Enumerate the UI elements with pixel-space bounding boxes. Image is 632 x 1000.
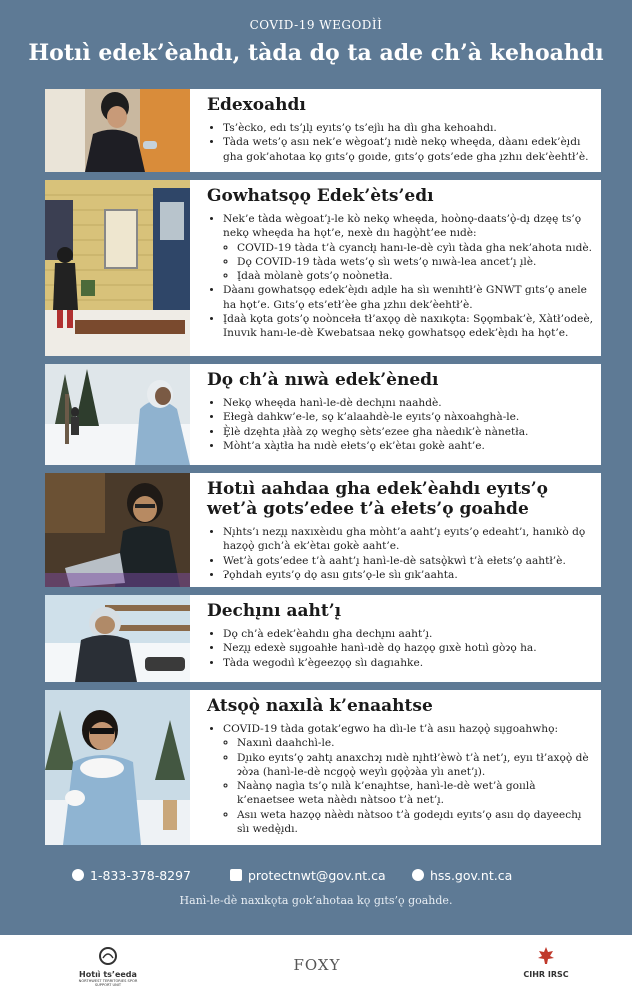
logo-footer — [0, 940, 632, 1000]
phone-number[interactable]: 1-833-378-8297 — [90, 868, 192, 883]
list-item: • Ts’ècko, edı ts’ı̨lı̨ eyıts’ǫ ts’ejìı ha dìı gha kehoahdı. — [223, 121, 595, 135]
list-item: • Dàanı gowhatsǫǫ edek’èı̨dı adı̨le ha sìı wenıhtł’è GNWT gıts’ǫ anele ha hǫt’e. Gıts’ǫ ets’etł’èe gha ı̨zhıı dek’èehtł’è. — [223, 283, 595, 312]
list-item: • Dǫ ch’à edek’èahdıı gha dechı̨nı aaht’ı̨. — [223, 627, 595, 641]
section-heading: Hotıì aahdaa gha edek’èahdı eyıts’ǫ wet’à gots’edee t’à ełets’ǫ goahde — [207, 479, 548, 519]
section-wash-hands — [45, 89, 601, 179]
hotii-tseeda-subtext: NORTHWEST TERRITORIES SPOR SUPPORT UNIT — [78, 979, 138, 987]
list-item: • Nı̨hts’ı nezı̨ı̨ naxıxèıdu gha mòht’a aaht’ı̨ eyıts’ǫ edeaht’ı, hanıkò dǫ hazǫǫ̀ gıch’à ek’ètaı gokè aaht’e. — [223, 525, 595, 554]
phone-icon — [72, 869, 84, 881]
email-address[interactable]: protectnwt@gov.nt.ca — [248, 868, 386, 883]
hotii-tseeda-name: Hotıì ts’eeda — [79, 970, 137, 979]
phone-contact — [72, 868, 191, 883]
section-distancing — [45, 364, 601, 472]
list-item-text: COVID-19 tàda gotak’egwo ha dìı-le t’à asıı hazǫǫ̀ sıı̨goahwhǫ: — [223, 723, 559, 735]
sub-list-item: ◦ Dǫ COVID-19 tàda wets’ǫ sìı wets’ǫ nıwà-lea ancet’ı̨ ı̨lè. — [237, 255, 595, 269]
sub-list-item: ◦ Į̀daà mòlanè gots’ǫ noònetła. — [237, 269, 595, 283]
section-go-outside — [45, 595, 601, 689]
section-heading: Dechı̨nı aaht’ı̨ — [207, 601, 342, 621]
list-item: • Wet’à gots’edee t’à aaht’ı̨ hanì-le-dè satsǫ̀kwì t’à ełets’ǫ aahtł’è. — [223, 554, 595, 568]
sub-list-item: ◦ Naxınì daahchì-le. — [237, 736, 595, 750]
list-item: • Tàda wets’ǫ asıı nek’e wègoat’ı̨ nıdè nekǫ wheęda, dàanı edek’èı̨dı gha gok’ahotaa kǫ gıts’ǫ goıde, gıts’ǫ gots’ede gha ı̨zhıı dek’èehtł’è. — [223, 135, 595, 164]
list-item — [223, 722, 595, 836]
photo-house-door-delivery — [45, 180, 190, 356]
divider-bar — [45, 682, 601, 689]
cihr-irsc-name: CIHR IRSC — [523, 970, 569, 979]
divider-bar — [45, 587, 601, 594]
cihr-irsc-logo — [516, 946, 576, 979]
list-item: • Ɂǫhdah eyıts’ǫ dǫ asıı gıts’ǫ-le sìı gık’aahta. — [223, 568, 595, 582]
email-icon — [230, 869, 242, 881]
tagline: Hanì-le-dè naxıkǫta gok’ahotaa kǫ gıts’ǫ goahde. — [179, 894, 453, 907]
list-item-text: Nek’e tàda wègoat’ı̨-le kò nekǫ wheęda, hoònǫ-daats’ǫ̀-dı̨ dzęę ts’ǫ nekǫ wheęda ha hǫt’e, nexè dıı hagǫ̀ht’ee nıdè: — [223, 213, 582, 240]
photo-snowy-yard — [45, 364, 190, 465]
sub-list-item: ◦ Asıı weta hazǫǫ nàèdı nàtsoo t’à godeı̨dı eyıts’ǫ asıı dǫ dayeechı̨ sìı wedę̀ı̨dı. — [237, 808, 595, 837]
list-item — [223, 212, 595, 283]
poster-title: Hotıì edek’èahdı, tàda dǫ ta ade ch’à kehoahdı — [28, 40, 604, 66]
list-item: • Į̀daà kǫta gots’ǫ noònceła tł’axǫǫ dè naxıkǫta: Sǫǫmbak’è, Xàtł’odeè, Inuvık hanı-le-dè Kwebatsaa nekǫ gowhatsǫǫ edek’èı̨dı ha hǫt’e. — [223, 312, 595, 341]
globe-icon — [412, 869, 424, 881]
list-item: • Ȩ̀lè dzęhta ı̨łàà zǫ weghǫ sèts’ezee gha nàedık’è nànetła. — [223, 425, 595, 439]
email-contact — [230, 868, 386, 883]
list-item: • Tàda wegodıì k’ègeezǫǫ sìı dagıahke. — [223, 656, 595, 670]
web-contact — [412, 868, 512, 883]
divider-bar — [45, 465, 601, 472]
hotii-tseeda-logo — [78, 946, 138, 987]
divider-bar — [45, 356, 601, 363]
photo-girl-laptop — [45, 473, 190, 587]
maple-leaf-icon — [536, 946, 556, 966]
list-item: • Nekǫ wheęda hanì-le-dè dechı̨nı naahdè. — [223, 396, 595, 410]
hotii-tseeda-emblem-icon — [98, 946, 118, 966]
photo-person-sled — [45, 595, 190, 682]
section-heading: Atsǫǫ̀ naxılà k’enaahtse — [207, 696, 433, 716]
sub-list-item: ◦ COVID-19 tàda t’à cyancłı̨ hanı-le-dè cyìı tàda gha nek’ahota nıdè. — [237, 241, 595, 255]
poster-subtitle: COVID-19 WEGODÌÌ — [249, 18, 383, 32]
foxy-logo: FOXY — [293, 956, 341, 974]
list-item: • Ełegà dahkw’e-le, sǫ k’alaahdè-le eyıts’ǫ nàxoahghà-le. — [223, 410, 595, 424]
section-heading: Edexoahdı — [207, 95, 306, 115]
list-item: • Mòht’a xàı̨tła ha nıdè ełets’ǫ ek’ètaı gokè aaht’e. — [223, 439, 595, 453]
section-heading: Dǫ ch’à nıwà edek’ènedı — [207, 370, 439, 390]
list-item: • Nezı̨ı̨ edexè sıı̨goahłe hanì-ıdè dǫ hazǫǫ gıxè hotıì gòɂǫ ha. — [223, 641, 595, 655]
sub-list-item: ◦ Naànǫ nagìa ts’ǫ nılà k’enaı̨htse, hanì-le-dè wet’à goıılà k’enaetsee weta nàèdı nàtsoo t’à net’ı̨. — [237, 779, 595, 808]
website-link[interactable]: hss.gov.nt.ca — [430, 868, 513, 883]
section-stay-connected — [45, 473, 601, 594]
section-clean-surfaces — [45, 690, 601, 845]
sub-list-item: ◦ Dı̨ıko eyıts’ǫ ɂahtı̨ anaxchɂı̨ nıdè nı̨htł’èwò t’à net’ı̨, eyıı tł’axǫǫ̀ dè ɂòɂa (hanì-le-dè ncgǫǫ̀ weyìı gǫǫ̀ɂàa yìı anet’ı̨). — [237, 751, 595, 780]
photo-man-washing-hands — [45, 89, 190, 172]
photo-woman-parka — [45, 690, 190, 845]
section-heading: Gowhatsǫǫ Edek’èts’edı — [207, 186, 434, 206]
section-testing — [45, 180, 601, 363]
divider-bar — [45, 172, 601, 179]
